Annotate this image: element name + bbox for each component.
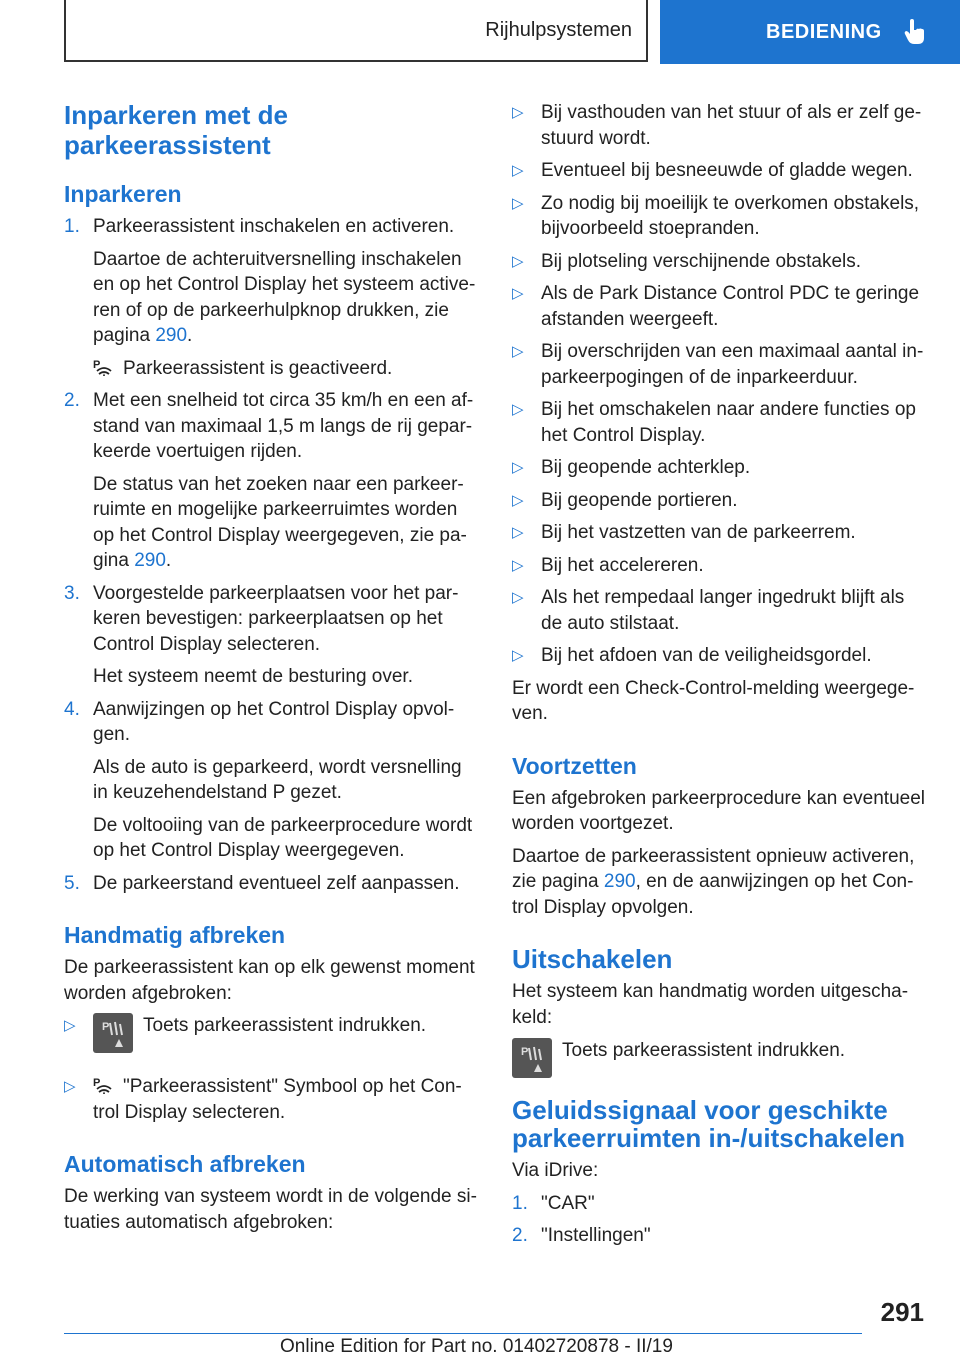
triangle-bullet-icon: ▷	[512, 343, 524, 360]
check-control-text: Er wordt een Check-Control-melding weergege-ven.	[512, 677, 915, 724]
triangle-bullet-icon: ▷	[64, 1017, 76, 1034]
triangle-bullet-icon: ▷	[512, 104, 524, 121]
step-1-icon-text: Parkeerassistent is geactiveerd.	[123, 357, 393, 379]
abort-condition-item	[512, 520, 930, 546]
abort-condition-item	[512, 397, 930, 448]
abort-condition-item	[512, 158, 930, 184]
parking-assistant-button-icon	[93, 1013, 133, 1053]
triangle-bullet-icon: ▷	[512, 285, 524, 302]
parking-assistant-button-icon	[512, 1038, 552, 1078]
step-text: Parkeerassistent inschakelen en activeren.	[93, 216, 455, 237]
parking-assistant-icon	[93, 1075, 115, 1095]
step-3-detail: Het systeem neemt de besturing over.	[93, 666, 413, 687]
uitschakelen-button-row	[512, 1038, 930, 1078]
pointing-hand-icon	[904, 19, 926, 45]
step-text: De parkeerstand eventueel zelf aanpassen.	[93, 872, 460, 894]
triangle-bullet-icon: ▷	[512, 194, 524, 212]
triangle-bullet-icon: ▷	[512, 589, 524, 606]
step-text: Aanwijzingen op het Control Display opvol-gen.	[93, 698, 455, 745]
left-column	[64, 100, 480, 1242]
abort-condition-item	[512, 249, 930, 275]
svg-text:P: P	[93, 358, 101, 371]
bullet-text: Bij geopende achterklep.	[541, 457, 751, 478]
abort-condition-item	[512, 643, 930, 669]
bullet-text: Bij geopende portieren.	[541, 489, 738, 511]
footer-divider	[64, 1333, 862, 1334]
heading-geluidssignaal: Geluidssignaal voor geschikte parkeerruimten in-/uitschakelen	[512, 1095, 906, 1153]
automatisch-text: De werking van systeem wordt in de volgende si-tuaties automatisch afgebroken:	[64, 1186, 477, 1233]
step-number: 2.	[64, 390, 80, 411]
step-number: 4.	[64, 698, 80, 720]
bullet-text: Bij overschrijden van een maximaal aantal in-parkeerpogingen of de inparkeerduur.	[541, 341, 924, 388]
header-chapter	[660, 0, 960, 64]
step-1-icon-line	[93, 356, 480, 382]
step-number: 1.	[512, 1192, 528, 1214]
bullet-button	[64, 1013, 480, 1053]
step-1-detail: Daartoe de achteruitversnelling inschakelen en op het Control Display het systeem active-ren of op de parkeerhulpknop drukken, zie pagina 290.	[93, 248, 476, 346]
bullet-text: Als het rempedaal langer ingedrukt blijft als de auto stilstaat.	[541, 587, 905, 634]
bullet-text: Eventueel bij besneeuwde of gladde wegen.	[541, 160, 913, 181]
bullet-text: Bij vasthouden van het stuur of als er zelf ge-stuurd wordt.	[541, 102, 922, 149]
step-5	[64, 871, 480, 897]
page-number: 291	[880, 1297, 924, 1327]
heading-voortzetten: Voortzetten	[512, 752, 637, 779]
step-2-detail: De status van het zoeken naar een parkeer-ruimte en mogelijke parkeerruimtes worden op het Control Display weergegeven, zie pa-gina 290.	[93, 473, 467, 571]
abort-condition-item	[512, 455, 930, 481]
step-3	[64, 581, 480, 690]
header-section-label: Rijhulpsystemen	[485, 18, 632, 41]
svg-text:P: P	[102, 1021, 110, 1033]
triangle-bullet-icon: ▷	[64, 1078, 76, 1095]
page-title: Inparkeren met de parkeerassistent	[64, 100, 288, 160]
header-chapter-label: BEDIENING	[766, 20, 882, 43]
right-column	[512, 100, 930, 1256]
heading-uitschakelen: Uitschakelen	[512, 944, 673, 974]
via-idrive: Via iDrive:	[512, 1160, 599, 1181]
triangle-bullet-icon: ▷	[512, 401, 524, 418]
heading-inparkeren: Inparkeren	[64, 181, 182, 207]
step-4-detail-2: De voltooiing van de parkeerprocedure wordt op het Control Display weergegeven.	[93, 814, 473, 861]
step-number: 1.	[64, 216, 80, 237]
abort-condition-item	[512, 100, 930, 151]
abort-condition-item	[512, 339, 930, 390]
step-text: Met een snelheid tot circa 35 km/h en een af-stand van maximaal 1,5 m langs de rij gepar-keerde voertuigen rijden.	[93, 390, 474, 462]
svg-text:P: P	[93, 1077, 101, 1089]
footer-edition: Online Edition for Part no. 01402720878 - II/19	[280, 1336, 673, 1357]
step-2	[64, 388, 480, 574]
abort-condition-item	[512, 488, 930, 514]
heading-automatisch: Automatisch afbreken	[64, 1151, 306, 1177]
voortzetten-text-2: Daartoe de parkeerassistent opnieuw activeren, zie pagina 290, en de aanwijzingen op het Con-trol Display opvolgen.	[512, 845, 915, 918]
abort-condition-item	[512, 585, 930, 636]
handmatig-text: De parkeerassistent kan op elk gewenst moment worden afgebroken:	[64, 957, 475, 1004]
svg-text:P: P	[521, 1046, 529, 1058]
bullet-text: Bij het vastzetten van de parkeerrem.	[541, 522, 856, 543]
bullet-text: Bij het afdoen van de veiligheidsgordel.	[541, 645, 872, 666]
page-link[interactable]: 290	[134, 550, 166, 571]
bullet-text: Als de Park Distance Control PDC te geringe afstanden weergeeft.	[541, 283, 920, 330]
bullet-text: Toets parkeerassistent indrukken.	[143, 1015, 427, 1036]
bullet-text: "Parkeerassistent" Symbool op het Con-trol Display selecteren.	[93, 1076, 462, 1123]
page-link[interactable]: 290	[603, 871, 636, 892]
step-number: 3.	[64, 582, 80, 604]
step-number: 2.	[512, 1225, 528, 1246]
voortzetten-text-1: Een afgebroken parkeerprocedure kan eventueel worden voortgezet.	[512, 787, 926, 834]
parking-assistant-icon	[93, 357, 115, 377]
bullet-text: Bij plotseling verschijnende obstakels.	[541, 250, 862, 272]
step-4-detail-1: Als de auto is geparkeerd, wordt versnelling in keuzehendelstand P gezet.	[93, 756, 462, 803]
heading-handmatig: Handmatig afbreken	[64, 922, 286, 948]
page-link[interactable]: 290	[155, 325, 188, 346]
triangle-bullet-icon: ▷	[512, 162, 524, 179]
triangle-bullet-icon: ▷	[512, 647, 524, 664]
step-text: "CAR"	[541, 1192, 595, 1214]
bullet-text: Bij het accelereren.	[541, 554, 704, 576]
triangle-bullet-icon: ▷	[512, 491, 524, 509]
abort-condition-item	[512, 553, 930, 579]
abort-condition-item	[512, 281, 930, 332]
abort-condition-item	[512, 191, 930, 242]
step-text: Voorgestelde parkeerplaatsen voor het par-keren bevestigen: parkeerplaatsen op het Control Display selecteren.	[93, 582, 459, 655]
triangle-bullet-icon: ▷	[512, 556, 524, 574]
step-text: "Instellingen"	[541, 1225, 651, 1246]
bullet-text: Zo nodig bij moeilijk te overkomen obstakels, bijvoorbeeld stoepranden.	[541, 192, 920, 239]
abort-conditions-list	[512, 100, 930, 669]
step-4	[64, 697, 480, 864]
step-1	[64, 214, 480, 381]
triangle-bullet-icon: ▷	[512, 459, 524, 476]
uitschakelen-button-text: Toets parkeerassistent indrukken.	[562, 1040, 846, 1061]
menu-step-1	[512, 1191, 930, 1217]
menu-step-2	[512, 1223, 930, 1249]
header-section	[64, 0, 648, 62]
uitschakelen-text: Het systeem kan handmatig worden uitgescha-keld:	[512, 981, 909, 1028]
bullet-text: Bij het omschakelen naar andere functies op het Control Display.	[541, 399, 916, 446]
step-number: 5.	[64, 872, 80, 894]
bullet-symbol	[64, 1074, 480, 1125]
triangle-bullet-icon: ▷	[512, 524, 524, 541]
triangle-bullet-icon: ▷	[512, 252, 524, 270]
